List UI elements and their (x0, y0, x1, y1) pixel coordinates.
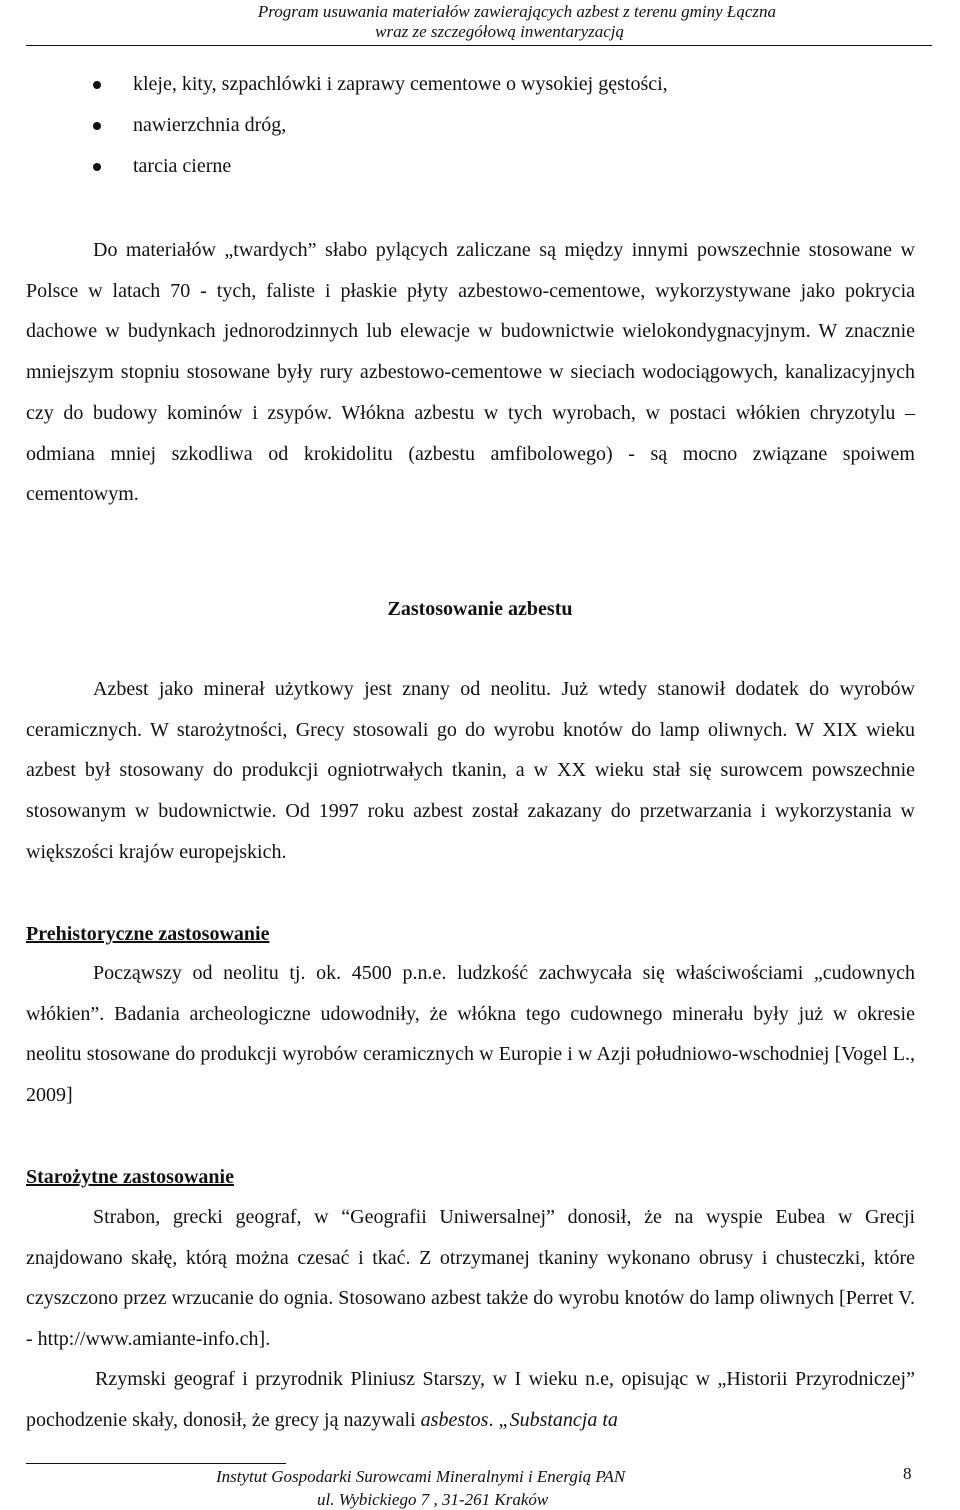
bullet-icon (93, 122, 101, 130)
list-item (0, 146, 960, 187)
header-title: Program usuwania materiałów zawierających azbest z terenu gminy Łączna (257, 2, 776, 21)
bullet-icon (93, 163, 101, 171)
paragraph-history: Azbest jako minerał użytkowy jest znany od neolitu. Już wtedy stanowił dodatek do wyrobów ceramicznych. W starożytności, Grecy stosowali go do wyrobu knotów do lamp oliwnych. W XIX wieku azbest był stosowany do produkcji ogniotrwałych tkanin, a w XX wieku stał się surowcem powszechnie stosowanym w budownictwie. Od 1997 roku azbest został zakazany do przetwarzania i wykorzystania w większości krajów europejskich. (26, 678, 915, 863)
list-item-text: nawierzchnia dróg, (133, 114, 287, 136)
bullet-icon (93, 81, 101, 89)
pliny-tail: . (488, 1408, 494, 1431)
header-subtitle: wraz ze szczegółową inwentaryzacją (375, 22, 624, 41)
list-item (0, 105, 960, 146)
page-header (0, 0, 960, 48)
pliny-italic-tail: „Substancja ta (498, 1408, 618, 1431)
subheading-ancient: Starożytne zastosowanie (26, 1166, 234, 1188)
footer-rule (26, 1463, 286, 1464)
material-list (0, 64, 960, 187)
list-item-text: tarcia cierne (133, 155, 232, 177)
subheading-prehistoric: Prehistoryczne zastosowanie (26, 923, 270, 945)
header-rule (26, 45, 932, 46)
paragraph-hard-materials: Do materiałów „twardych” słabo pylących zaliczane są między innymi powszechnie stosowane w Polsce w latach 70 - tych, faliste i płaskie płyty azbestowo-cementowe, wykorzystywane jako pokrycia dachowe w budynkach jednorodzinnych lub elewacje w budownictwie wielokondygnacyjnym. W znacznie mniejszym stopniu stosowane były rury azbestowo-cementowe w sieciach wodociągowych, kanalizacyjnych czy do budowy kominów i zsypów. Włókna azbestu w tych wyrobach, w postaci włókien chryzotylu – odmiana mniej szkodliwa od krokidolitu (azbestu amfibolowego) - są mocno związane spoiwem cementowym. (26, 239, 915, 506)
paragraph-strabon: Strabon, grecki geograf, w “Geografii Uniwersalnej” donosił, że na wyspie Eubea w Grecji znajdowano skałę, którą można czesać i tkać. Z otrzymanej tkaniny wykonano obrusy i chusteczki, które czyszczono przez wrzucanie do ognia. Stosowano azbest także do wyrobu knotów do lamp oliwnych [Perret V. - http://www.amiante-info.ch]. (26, 1206, 915, 1351)
list-item (0, 64, 960, 105)
footer-institute: Instytut Gospodarki Surowcami Mineralnymi i Energią PAN (216, 1467, 626, 1486)
page-number: 8 (903, 1464, 912, 1483)
pliny-text: Rzymski geograf i przyrodnik Pliniusz Starszy, w I wieku n.e, opisując w „Historii Przyrodniczej” pochodzenie skały, donosił, że grecy ją nazywali (26, 1368, 915, 1431)
footer-address: ul. Wybickiego 7 , 31-261 Kraków (317, 1490, 549, 1509)
paragraph-prehistoric: Począwszy od neolitu tj. ok. 4500 p.n.e. ludzkość zachwycała się właściwościami „cudownych włókien”. Badania archeologiczne udowodniły, że włókna tego cudownego minerału były już w okresie neolitu stosowane do produkcji wyrobów ceramicznych w Europie i w Azji południowo-wschodniej [Vogel L., 2009] (26, 962, 915, 1107)
paragraph-pliny (26, 1359, 915, 1440)
section-heading: Zastosowanie azbestu (387, 598, 573, 620)
list-item-text: kleje, kity, szpachlówki i zaprawy cementowe o wysokiej gęstości, (133, 73, 668, 95)
pliny-italic-word: asbestos (420, 1408, 489, 1431)
